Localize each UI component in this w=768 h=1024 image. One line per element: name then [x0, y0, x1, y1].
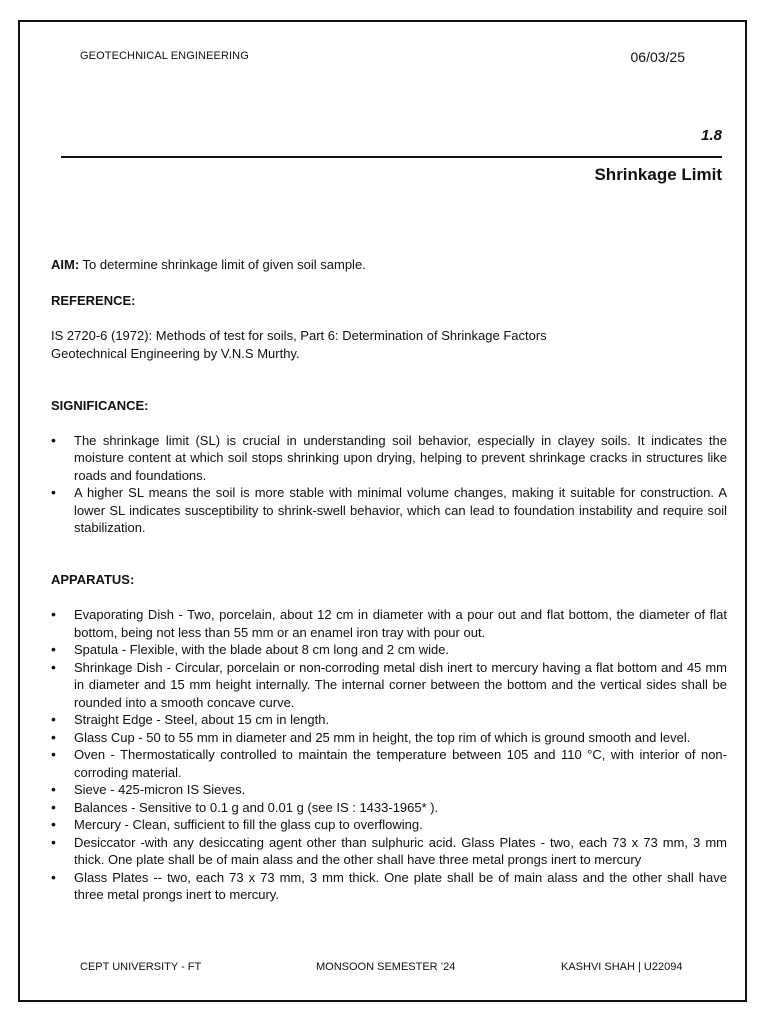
reference-list [51, 327, 727, 362]
apparatus-item: • Oven - Thermostatically controlled to maintain the temperature between 105 and 110 °C, with interior of non-corroding material. [51, 746, 727, 781]
footer-author: KASHVI SHAH | U22094 [561, 961, 683, 973]
significance-item: • The shrinkage limit (SL) is crucial in understanding soil behavior, especially in clayey soils. It indicates the moisture content at which soil stops shrinking upon drying, helping to prevent shrinkage cracks in structures like roads and foundations. [51, 432, 727, 485]
significance-item: • A higher SL means the soil is more stable with minimal volume changes, making it suitable for construction. A lower SL indicates susceptibility to shrink-swell behavior, which can lead to foundation instability and require soil stabilization. [51, 484, 727, 537]
apparatus-item: • Sieve - 425-micron IS Sieves. [51, 781, 727, 799]
footer-semester: MONSOON SEMESTER ’24 [316, 961, 456, 973]
aim-paragraph [51, 256, 727, 274]
significance-list [51, 432, 727, 537]
apparatus-heading: APPARATUS: [51, 571, 135, 587]
apparatus-item: • Glass Plates -- two, each 73 x 73 mm, 3 mm thick. One plate shall be of main alass and the other shall have three metal prongs inert to mercury. [51, 869, 727, 904]
chapter-number: 1.8 [701, 127, 722, 144]
apparatus-item: • Mercury - Clean, sufficient to fill the glass cup to overflowing. [51, 816, 727, 834]
apparatus-item: • Shrinkage Dish - Circular, porcelain or non-corroding metal dish inert to mercury having a flat bottom and 45 mm in diameter and 15 mm height internally. The internal corner between the bottom and the vertical sides shall be rounded into a smooth concave curve. [51, 659, 727, 712]
document-body [51, 256, 727, 904]
significance-heading: SIGNIFICANCE: [51, 398, 149, 413]
reference-line: IS 2720-6 (1972): Methods of test for soils, Part 6: Determination of Shrinkage Factors [51, 328, 547, 343]
reference-line: Geotechnical Engineering by V.N.S Murthy. [51, 345, 300, 361]
reference-heading: REFERENCE: [51, 292, 136, 308]
apparatus-list [51, 606, 727, 904]
header-divider [61, 156, 722, 158]
apparatus-item: • Spatula - Flexible, with the blade about 8 cm long and 2 cm wide. [51, 641, 727, 659]
header-date: 06/03/25 [630, 49, 685, 65]
aim-text: To determine shrinkage limit of given soil sample. [79, 257, 366, 272]
apparatus-item: • Straight Edge - Steel, about 15 cm in length. [51, 711, 727, 729]
apparatus-item: • Evaporating Dish - Two, porcelain, about 12 cm in diameter with a pour out and flat bottom, the diameter of flat bottom, being not less than 55 mm or an enamel iron tray with pour out. [51, 606, 727, 641]
apparatus-item: • Desiccator -with any desiccating agent other than sulphuric acid. Glass Plates - two, each 73 x 73 mm, 3 mm thick. One plate shall be of main alass and the other shall have three metal prongs inert to mercury [51, 834, 727, 869]
aim-label: AIM: [51, 257, 80, 272]
page-title: Shrinkage Limit [594, 165, 722, 184]
apparatus-item: • Glass Cup - 50 to 55 mm in diameter and 25 mm in height, the top rim of which is ground smooth and level. [51, 729, 727, 747]
apparatus-item: • Balances - Sensitive to 0.1 g and 0.01 g (see IS : 1433-1965* ). [51, 799, 727, 817]
header-subject: GEOTECHNICAL ENGINEERING [80, 50, 249, 62]
footer-university: CEPT UNIVERSITY - FT [80, 961, 202, 973]
